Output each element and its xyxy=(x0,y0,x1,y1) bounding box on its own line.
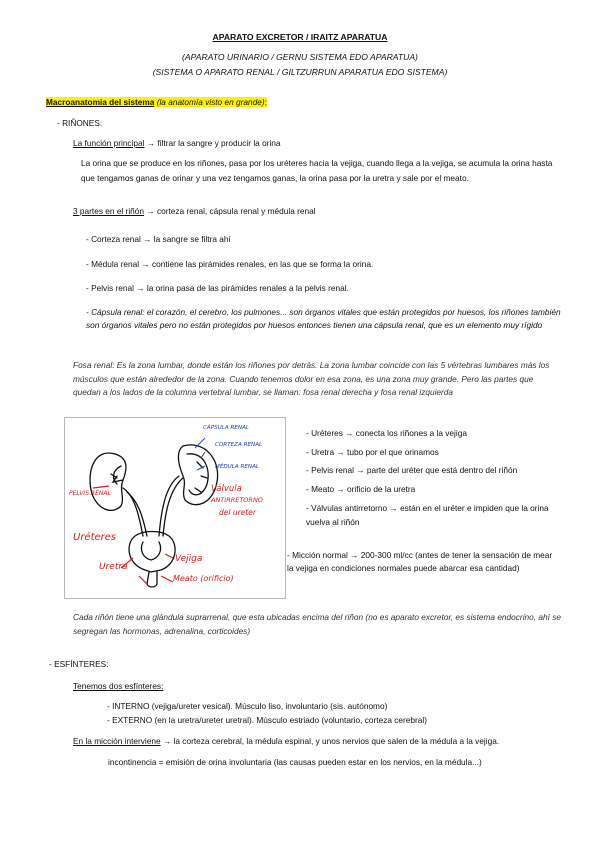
part-capsula: - Cápsula renal: el corazón, el cerebro, los pulmones... son órganos vitales que están protegidos por huesos, los riñones también son órganos vitales pero no están protegidos por huesos entonces tienen una cápsula renal, que es un elemento muy rígido xyxy=(86,307,561,330)
macro-heading xyxy=(46,96,267,108)
part-pelvis: - Pelvis renal → la orina pasa de las pirámides renales a la pelvis renal. xyxy=(86,283,349,293)
part-medula: - Médula renal → contiene las pirámides renales, en las que se forma la orina. xyxy=(86,259,374,269)
label-uretra: Uretra xyxy=(99,562,128,572)
kidneys-parts xyxy=(73,205,316,217)
urinary-diagram xyxy=(64,417,286,599)
sphincter-externo: - EXTERNO (en la uretra/ureter uretral). Músculo estriado (voluntario, corteza cerebral) xyxy=(107,715,428,725)
label-capsula-renal: CÁPSULA RENAL xyxy=(203,425,250,431)
sphincter-interno: - INTERNO (vejiga/ureter vesical). Músculo liso, involuntario (sis. autónomo) xyxy=(107,701,388,711)
side-item-valvulas: - Válvulas antirretorno → están en el uréter e impiden que la orina vuelva al riñón xyxy=(306,503,549,527)
label-vejiga: Vejiga xyxy=(175,554,203,564)
label-pelvis-renal: PELVIS RENAL xyxy=(69,490,111,497)
label-meato: Meato (orificio) xyxy=(173,574,234,583)
subtitle-urinario: (APARATO URINARIO / GERNU SISTEMA EDO APARATUA) xyxy=(182,52,418,62)
macro-heading-text: Macroanatomia del sistema xyxy=(46,97,155,107)
kidneys-function xyxy=(73,137,281,149)
side-item-meato: - Meato → orificio de la uretra xyxy=(306,484,416,494)
subtitle-renal: (SISTEMA O APARATO RENAL / GILTZURRUN APARATUA EDO SISTEMA) xyxy=(152,67,448,77)
kidneys-paragraph: La orina que se produce en los riñones, pasa por los uréteres hacia la vejiga, cuando llega a la vejiga, se acumula la orina hasta que tengamos ganas de orinar y una vez tengamos ganas, la orina pasa por la uretra y sale por el meato. xyxy=(81,158,553,183)
suprarrenal-note: Cada riñón tiene una glándula suprarrenal, que esta ubicadas encima del riñon (no es aparato excretor, es sistema endocrino, ahí se segregan las hormonas, adrenalina, corticoides) xyxy=(73,612,561,636)
kidneys-function-text: → filtrar la sangre y producir la orina xyxy=(146,138,281,148)
side-item-ureteres: - Uréteres → conecta los riñones a la vejiga xyxy=(306,428,467,438)
kidneys-heading: - RIÑONES: xyxy=(57,118,103,128)
side-item-uretra: - Uretra → tubo por el que orinamos xyxy=(306,447,439,457)
document-title: APARATO EXCRETOR / IRAITZ APARATUA xyxy=(212,32,388,42)
kidneys-function-label: La función principal xyxy=(73,138,145,148)
incontinencia: incontinencia = emisión de orina involuntaria (las causas pueden estar en los nervios, en la médula...) xyxy=(108,757,482,767)
macro-heading-colon: : xyxy=(264,97,267,107)
label-del-ureter: del ureter xyxy=(219,508,256,517)
label-valvula: Válvula xyxy=(211,484,242,494)
label-antirretorno: ANTIRRETORNO xyxy=(211,496,263,504)
label-medula-renal: MÉDULA RENAL xyxy=(215,464,260,470)
miccion-interviene xyxy=(73,735,499,747)
sphincters-heading: - ESFÍNTERES: xyxy=(49,659,109,669)
label-ureteres: Uréteres xyxy=(73,532,117,543)
kidneys-parts-label: 3 partes en el riñón xyxy=(73,206,145,216)
miccion-normal: - Micción normal → 200-300 ml/cc (antes de tener la sensación de mear la vejiga en condiciones normales puede abarcar esa cantidad) xyxy=(287,550,553,573)
miccion-interviene-label: En la micción interviene xyxy=(73,736,161,746)
label-corteza-renal: CORTEZA RENAL xyxy=(215,442,263,448)
miccion-interviene-text: → la corteza cerebral, la médula espinal, y unos nervios que salen de la médula a la vejiga. xyxy=(162,736,500,746)
macro-heading-note: (la anatomía visto en grande) xyxy=(156,97,265,107)
part-corteza: - Corteza renal → la sangre se filtra ahí xyxy=(86,234,231,244)
sphincters-subheading: Tenemos dos esfínteres: xyxy=(73,681,164,691)
fosa-renal: Fosa renal: Es la zona lumbar, donde están los riñones por detrás. La zona lumbar coincide con las 5 vértebras lumbares más los músculos que están alrededor de la zona. Cuando tenemos dolor en esa zona, es una zona muy grande. Pero las partes que quedan a los lados de la columna vertebral lumbar, se llaman: fosa renal derecha y fosa renal izquierda xyxy=(73,360,550,397)
side-item-pelvis: - Pelvis renal → parte del uréter que está dentro del riñón xyxy=(306,465,518,475)
kidneys-parts-text: → corteza renal, cápsula renal y médula renal xyxy=(146,206,316,216)
